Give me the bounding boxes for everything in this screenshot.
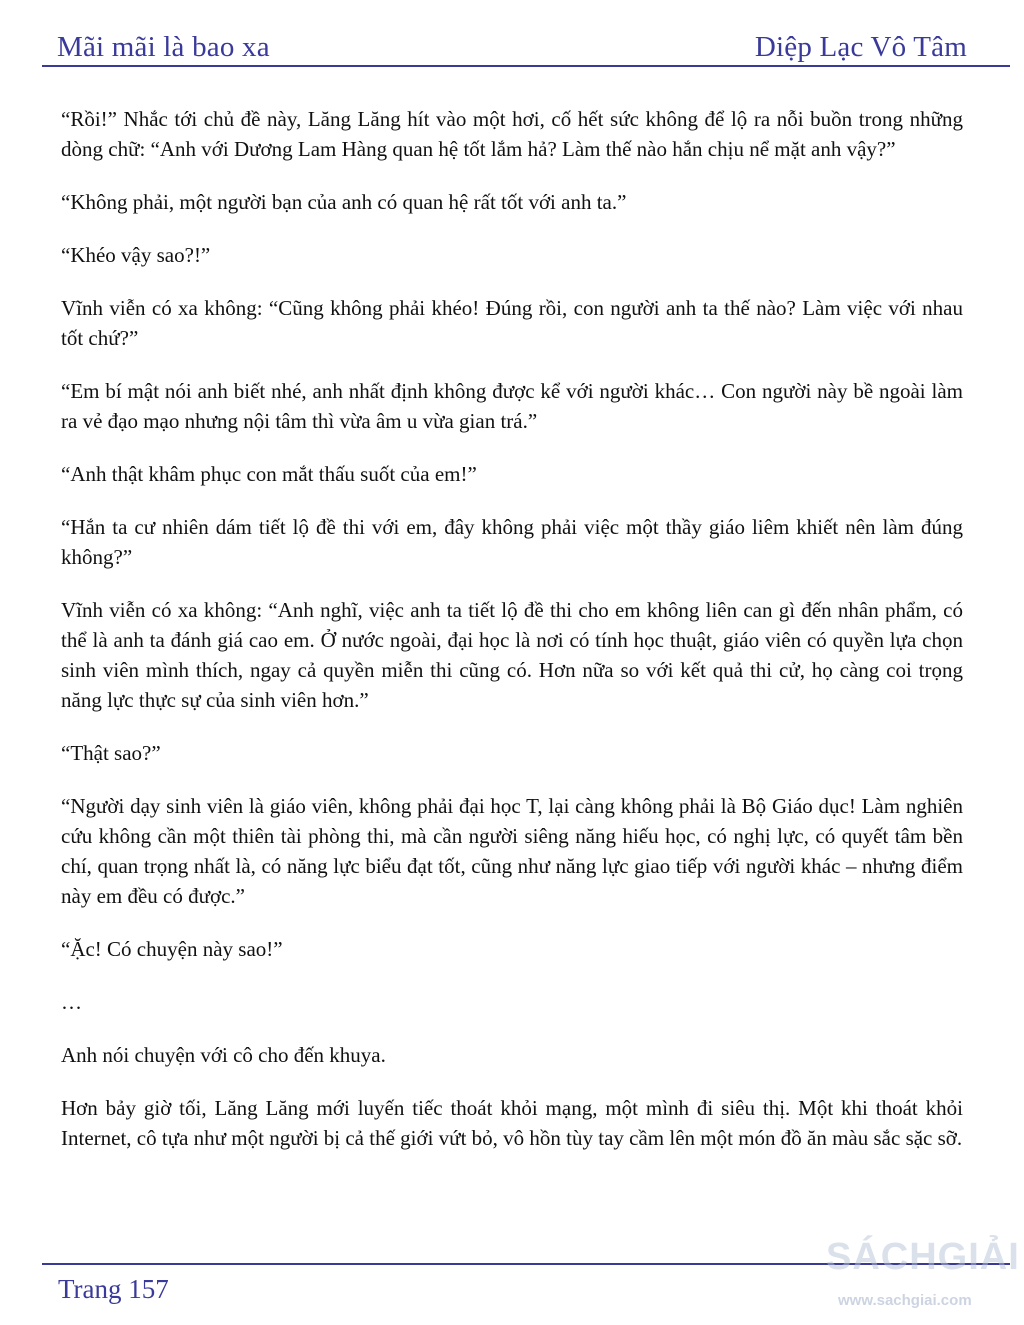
header-divider	[42, 65, 1010, 67]
paragraph: “Em bí mật nói anh biết nhé, anh nhất định không được kể với người khác… Con người này bề ngoài làm ra vẻ đạo mạo nhưng nội tâm thì vừa âm u vừa gian trá.”	[61, 379, 963, 433]
page-header	[57, 24, 967, 64]
paragraph: Vĩnh viễn có xa không: “Anh nghĩ, việc anh ta tiết lộ đề thi cho em không liên can gì đến nhân phẩm, có thể là anh ta đánh giá cao em. Ở nước ngoài, đại học là nơi có tính học thuật, giáo viên có quyền lựa chọn sinh viên mình thích, ngay cả quyền miễn thi cũng có. Hơn nữa so với kết quả thi cử, họ càng coi trọng năng lực thực sự của sinh viên hơn.”	[61, 598, 963, 712]
paragraph: “Hắn ta cư nhiên dám tiết lộ đề thi với em, đây không phải việc một thầy giáo liêm khiết nên làm đúng không?”	[61, 515, 963, 569]
book-title: Mãi mãi là bao xa	[57, 31, 270, 63]
page-body	[61, 104, 963, 1176]
paragraph: “Khéo vậy sao?!”	[61, 243, 211, 267]
paragraph: “Rồi!” Nhắc tới chủ đề này, Lăng Lăng hít vào một hơi, cố hết sức không để lộ ra nỗi buồn trong những dòng chữ: “Anh với Dương Lam Hàng quan hệ tốt lắm hả? Làm thế nào hắn chịu nể mặt anh vậy?”	[61, 107, 963, 161]
paragraph: “Không phải, một người bạn của anh có quan hệ rất tốt với anh ta.”	[61, 190, 627, 214]
page-number: Trang 157	[58, 1274, 169, 1304]
paragraph: “Anh thật khâm phục con mắt thấu suốt của em!”	[61, 462, 477, 486]
paragraph: “Thật sao?”	[61, 741, 161, 765]
paragraph: Hơn bảy giờ tối, Lăng Lăng mới luyến tiếc thoát khỏi mạng, một mình đi siêu thị. Một khi thoát khỏi Internet, cô tựa như một người bị cả thế giới vứt bỏ, vô hồn tùy tay cầm lên một món đồ ăn màu sắc sặc sỡ.	[61, 1096, 963, 1150]
paragraph: Anh nói chuyện với cô cho đến khuya.	[61, 1043, 386, 1067]
paragraph: “Người dạy sinh viên là giáo viên, không phải đại học T, lại càng không phải là Bộ Giáo dục! Làm nghiên cứu không cần một thiên tài phòng thi, mà cần người siêng năng hiếu học, có nghị lực, có quyết tâm bền chí, quan trọng nhất là, có năng lực biểu đạt tốt, cũng như năng lực giao tiếp với người khác – nhưng điểm này em đều có được.”	[61, 794, 963, 908]
watermark-title: SÁCHGIẢI	[826, 1236, 1020, 1278]
paragraph: Vĩnh viễn có xa không: “Cũng không phải khéo! Đúng rồi, con người anh ta thế nào? Làm việc với nhau tốt chứ?”	[61, 296, 963, 350]
paragraph: …	[61, 990, 82, 1014]
author-name: Diệp Lạc Vô Tâm	[754, 31, 967, 63]
site-watermark-logo	[816, 1228, 1020, 1320]
watermark-url: www.sachgiai.com	[838, 1292, 972, 1309]
paragraph: “Ặc! Có chuyện này sao!”	[61, 937, 283, 961]
